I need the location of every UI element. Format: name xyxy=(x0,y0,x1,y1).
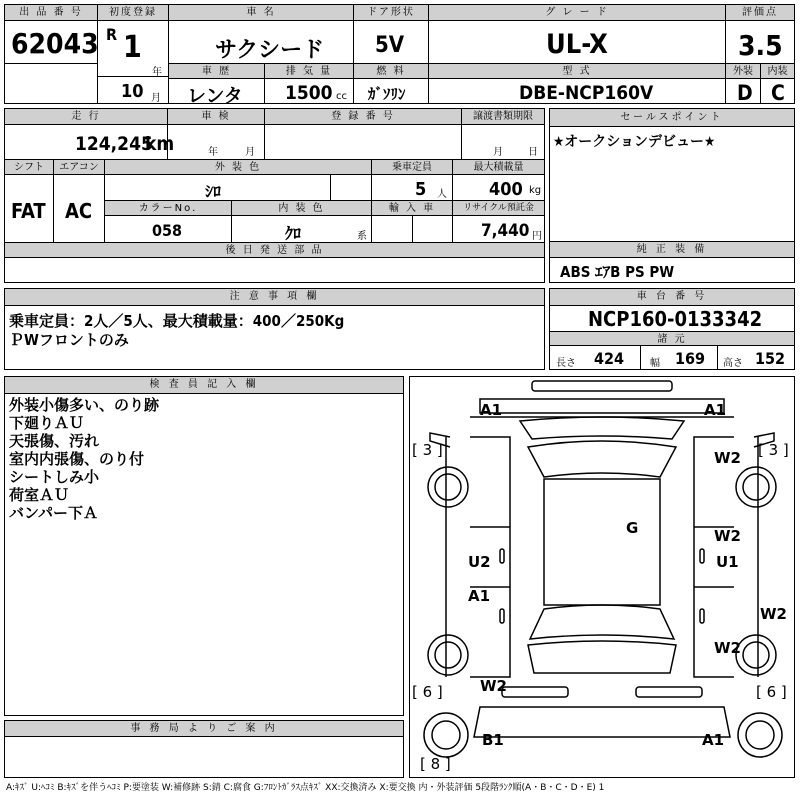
interior-score: C xyxy=(771,81,785,105)
inspector-note: 荷室ＡＵ xyxy=(9,486,70,504)
capacity-value: 5 xyxy=(415,179,427,200)
recycle-unit: 円 xyxy=(532,231,542,242)
max-load-label: 最大積載量 xyxy=(453,160,544,175)
sales-point-panel xyxy=(549,108,795,242)
first-reg-label: 初度登録 xyxy=(98,5,168,21)
interior-color-unit: 系 xyxy=(357,231,367,242)
mileage-value: 124,245 xyxy=(75,133,153,155)
car-name: サクシード xyxy=(215,38,325,63)
score-value: 3.5 xyxy=(738,29,783,62)
reg-year: 1 xyxy=(123,30,142,65)
color-no-value: 058 xyxy=(152,221,183,240)
exterior-score: D xyxy=(737,81,753,105)
inspector-note: バンパー下Ａ xyxy=(9,504,98,522)
inspector-note: シートしみ小 xyxy=(9,468,100,486)
length-label: 長さ xyxy=(556,358,576,369)
damage-mark: [ 3 ] xyxy=(412,441,443,459)
import-label: 輸 入 車 xyxy=(372,201,452,216)
recycle-label: リサイクル預託金 xyxy=(453,201,544,216)
reg-year-unit: 年 xyxy=(152,67,162,78)
interior-color-label: 内 装 色 xyxy=(232,201,371,216)
damage-mark: A1 xyxy=(480,401,503,419)
transfer-month-unit: 月 xyxy=(493,147,503,158)
recycle-value: 7,440 xyxy=(481,221,530,241)
damage-mark: G xyxy=(626,519,639,537)
chassis-number: NCP160-0133342 xyxy=(588,307,763,331)
shift-label: シフト xyxy=(5,160,53,175)
damage-mark: A1 xyxy=(702,731,725,749)
dims-label: 諸 元 xyxy=(550,331,794,346)
fuel-value: ｶﾞｿﾘﾝ xyxy=(368,85,406,103)
chassis-panel xyxy=(549,288,795,370)
damage-mark: [ 3 ] xyxy=(758,441,789,459)
grade-value: UL-X xyxy=(546,29,608,60)
damage-mark: A1 xyxy=(468,587,491,605)
damage-mark: W2 xyxy=(714,449,741,467)
caution-line-1: 乗車定員：2人／5人、最大積載量：400／250Kg xyxy=(9,312,345,330)
height-label: 高さ xyxy=(723,358,743,369)
damage-mark: [ 8 ] xyxy=(420,755,451,773)
door-value: 5V xyxy=(375,33,405,58)
length-value: 424 xyxy=(594,349,625,368)
shift-value: FAT xyxy=(11,199,46,223)
era-letter: R xyxy=(106,25,118,44)
inspection-label: 車 検 xyxy=(168,109,264,125)
exterior-color-label: 外 装 色 xyxy=(105,160,371,175)
car-diagram-panel xyxy=(409,376,795,778)
damage-mark: B1 xyxy=(482,731,504,749)
inspector-panel xyxy=(4,376,404,716)
damage-mark: [ 6 ] xyxy=(756,683,787,701)
displacement-unit: cc xyxy=(336,91,347,102)
color-no-label: カラーNo. xyxy=(105,201,231,216)
chassis-label: 車 台 番 号 xyxy=(550,289,794,306)
insp-month-unit: 月 xyxy=(245,147,255,158)
history-value: レンタ xyxy=(187,85,243,107)
displacement-label: 排 気 量 xyxy=(265,64,353,79)
damage-mark: W2 xyxy=(480,677,507,695)
damage-mark: W2 xyxy=(714,527,741,545)
transfer-label: 譲渡書類期限 xyxy=(462,109,544,125)
office-label: 事 務 局 よ り ご 案 内 xyxy=(5,721,403,737)
door-label: ドア形状 xyxy=(354,5,428,21)
later-parts-label: 後 日 発 送 部 品 xyxy=(5,243,544,258)
equipment-panel xyxy=(549,241,795,283)
sales-point-label: セールスポイント xyxy=(550,109,794,127)
caution-line-2: ＰWフロントのみ xyxy=(9,331,129,349)
history-label: 車 歴 xyxy=(169,64,264,79)
width-value: 169 xyxy=(675,349,706,368)
grade-label: グ レ ー ド xyxy=(429,5,725,21)
damage-mark: U1 xyxy=(716,553,739,571)
transfer-day-unit: 日 xyxy=(528,147,538,158)
car-diagram xyxy=(410,377,794,777)
damage-mark: W2 xyxy=(760,605,787,623)
max-load-unit: kg xyxy=(529,185,542,196)
max-load-value: 400 xyxy=(489,179,523,200)
width-label: 幅 xyxy=(650,358,660,369)
insp-year-unit: 年 xyxy=(208,147,218,158)
damage-mark: A1 xyxy=(704,401,727,419)
reg-month: 10 xyxy=(121,81,144,102)
sales-point-text: ★オークションデビュー★ xyxy=(553,134,716,150)
damage-mark: W2 xyxy=(714,639,741,657)
damage-mark: [ 6 ] xyxy=(412,683,443,701)
model-value: DBE-NCP160V xyxy=(519,82,654,104)
fuel-label: 燃 料 xyxy=(354,64,428,79)
inspector-note: 下廻りＡＵ xyxy=(9,414,85,432)
equipment-label: 純 正 装 備 xyxy=(550,242,794,258)
ac-label: エアコン xyxy=(54,160,104,175)
score-label: 評価点 xyxy=(726,5,794,21)
capacity-unit: 人 xyxy=(437,189,447,200)
exterior-color-value: ｼﾛ xyxy=(205,182,222,201)
ac-value: AC xyxy=(65,199,93,223)
height-value: 152 xyxy=(755,349,786,368)
car-name-label: 車 名 xyxy=(169,5,353,21)
interior-score-label: 内装 xyxy=(761,64,794,79)
interior-color-value: ｸﾛ xyxy=(285,224,302,243)
displacement-value: 1500 xyxy=(285,82,333,104)
mileage-unit: km xyxy=(145,133,175,155)
inspector-label: 検 査 員 記 入 欄 xyxy=(5,377,403,394)
lot-label: 出 品 番 号 xyxy=(5,5,97,21)
top-header-panel xyxy=(4,4,795,107)
caution-panel xyxy=(4,288,545,370)
inspector-note: 室内内張傷、のり付 xyxy=(9,450,145,468)
office-panel xyxy=(4,720,404,778)
reg-month-unit: 月 xyxy=(151,93,161,104)
specs-panel xyxy=(4,108,545,283)
caution-label: 注 意 事 項 欄 xyxy=(5,289,544,306)
equipment-text: ABS ｴｱB PS PW xyxy=(560,263,675,281)
mileage-label: 走 行 xyxy=(5,109,167,125)
legend-text: A:ｷｽﾞ U:ﾍｺﾐ B:ｷｽﾞを伴うﾍｺﾐ P:要塗装 W:補修跡 S:錆 C:腐食 G:ﾌﾛﾝﾄｶﾞﾗｽ点ｷｽﾞ XX:交換済み X:要交換 内・外装評価 5段階ﾗﾝｸ順(A・B・C・D・E) 1 xyxy=(6,783,605,793)
inspector-note: 外装小傷多い、のり跡 xyxy=(9,396,160,414)
inspector-note: 天張傷、汚れ xyxy=(9,432,100,450)
capacity-label: 乗車定員 xyxy=(372,160,452,175)
lot-number: 62043 xyxy=(11,27,99,60)
damage-mark: U2 xyxy=(468,553,491,571)
reg-no-label: 登 録 番 号 xyxy=(265,109,461,125)
exterior-score-label: 外装 xyxy=(726,64,760,79)
model-label: 型 式 xyxy=(429,64,725,79)
